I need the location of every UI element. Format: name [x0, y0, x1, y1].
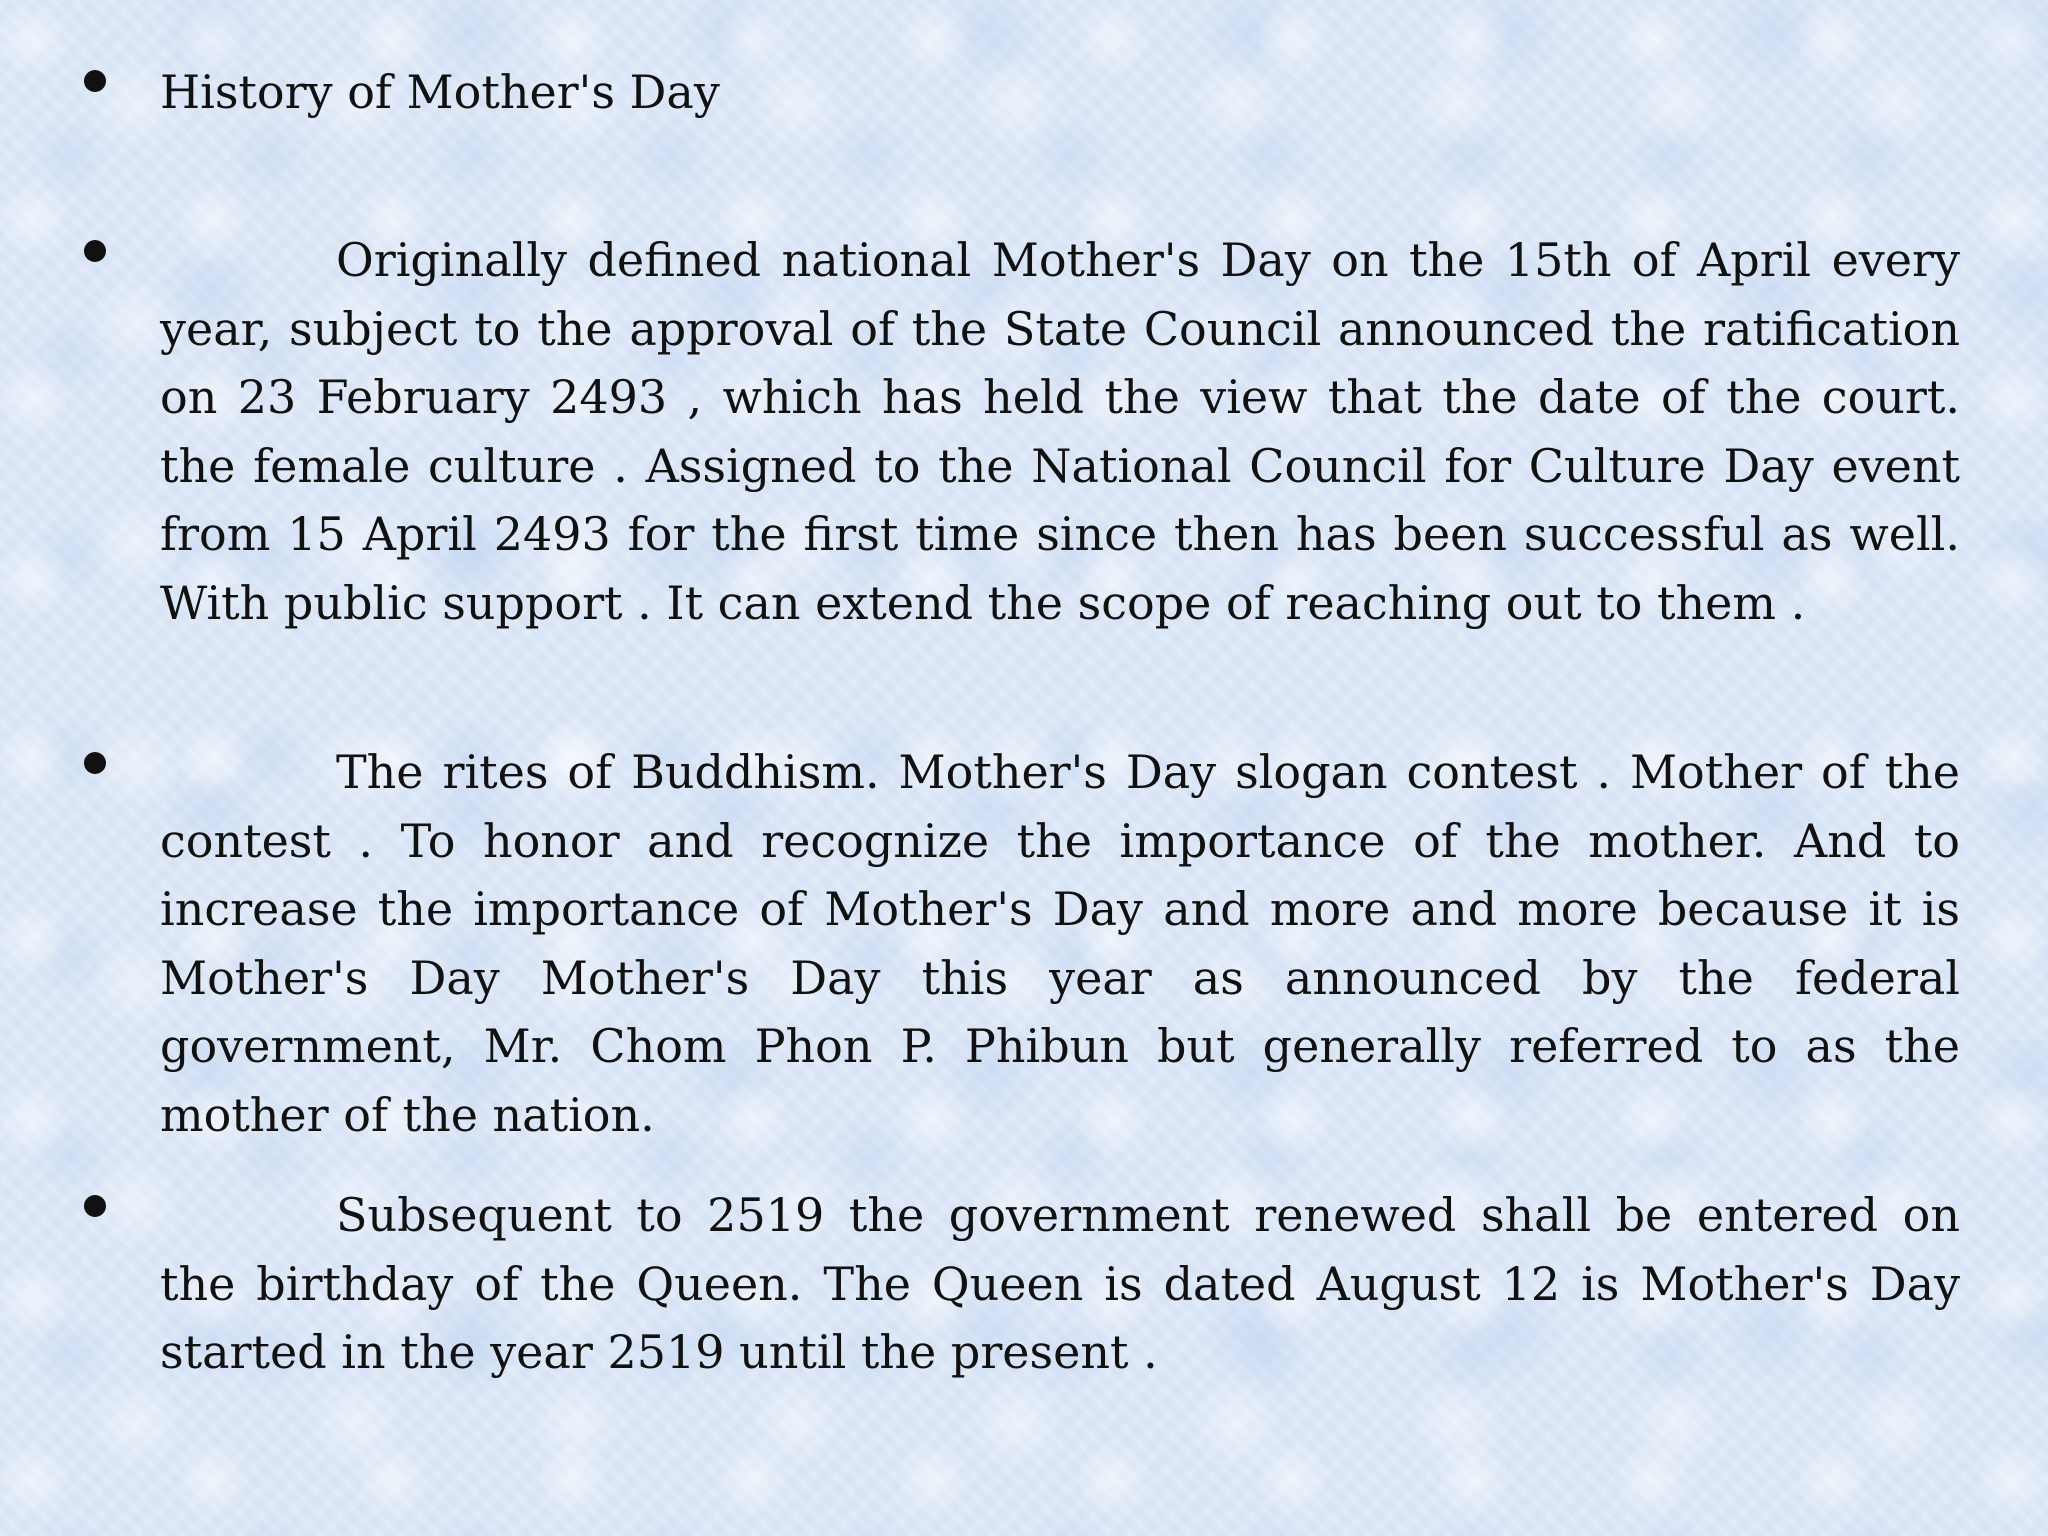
bullet-dot	[84, 752, 106, 774]
paragraph-origin: Originally defined national Mother's Day on the 15th of April every year, subject to the approval of the State Council announced the ratification on 23 February 2493 , which has held the view that the date of the court. the female culture . Assigned to the National Council for Culture Day event from 15 April 2493 for the first time since then has been successful as well. With public support . It can extend the scope of reaching out to them .	[160, 233, 1960, 630]
paragraph-subsequent: Subsequent to 2519 the government renewed shall be entered on the birthday of the Queen. The Queen is dated August 12 is Mother's Day started in the year 2519 until the present .	[160, 1188, 1960, 1379]
bullet-dot	[84, 70, 106, 92]
bullet-dot	[84, 240, 106, 262]
slide-title: History of Mother's Day	[160, 65, 720, 119]
paragraph-rites: The rites of Buddhism. Mother's Day slogan contest . Mother of the contest . To honor and recognize the importance of the mother. And to increase the importance of Mother's Day and more and more because it is Mother's Day Mother's Day this year as announced by the federal government, Mr. Chom Phon P. Phibun but generally referred to as the mother of the nation.	[160, 745, 1960, 1142]
bullet-dot	[84, 1195, 106, 1217]
